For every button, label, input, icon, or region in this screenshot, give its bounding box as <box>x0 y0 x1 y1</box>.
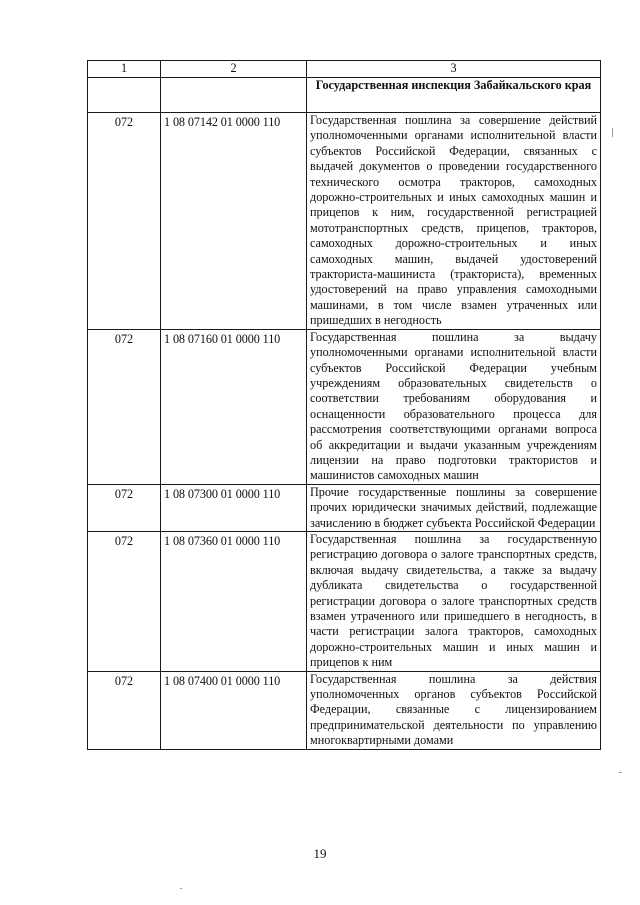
scan-speck <box>180 888 182 889</box>
table-row <box>88 113 601 330</box>
description-cell <box>307 531 601 671</box>
table-row <box>88 329 601 484</box>
admin-code-cell: 072 <box>88 671 161 749</box>
admin-code-cell: 072 <box>88 113 161 330</box>
agency-empty-cell-1 <box>88 78 161 113</box>
agency-empty-cell-2 <box>161 78 307 113</box>
table-row <box>88 531 601 671</box>
description-cell <box>307 113 601 330</box>
description-cell <box>307 484 601 531</box>
revenue-code-cell: 1 08 07300 01 0000 110 <box>161 484 307 531</box>
table-header-row <box>88 61 601 78</box>
revenue-code-cell: 1 08 07142 01 0000 110 <box>161 113 307 330</box>
description-cell <box>307 671 601 749</box>
fees-table <box>87 60 601 750</box>
header-col-3: 3 <box>307 61 601 78</box>
revenue-code-cell: 1 08 07160 01 0000 110 <box>161 329 307 484</box>
description-text: Государственная пошлина за действия уполномоченных органов субъектов Российской Федерации, связанные с лицензированием предпринимательской деятельности по управлению многоквартирными домами <box>310 671 597 748</box>
scan-speck <box>619 772 622 773</box>
description-text: Государственная пошлина за государственную регистрацию договора о залоге транспортных средств, включая выдачу свидетельства, а также за выдачу дубликата свидетельства о государственной регистрации договора о залоге транспортных средств взамен утраченного или пришедшего в негодность, в части регистрации залога тракторов, самоходных дорожно-строительных машин и иных машин и прицепов к ним <box>310 531 597 670</box>
header-col-1: 1 <box>88 61 161 78</box>
table-row <box>88 671 601 749</box>
scan-speck <box>612 128 613 137</box>
agency-row <box>88 78 601 113</box>
agency-title: Государственная инспекция Забайкальского края <box>307 78 601 113</box>
header-col-2: 2 <box>161 61 307 78</box>
revenue-code-cell: 1 08 07360 01 0000 110 <box>161 531 307 671</box>
description-text: Государственная пошлина за выдачу уполномоченными органами исполнительной власти субъектов Российской Федерации учебным учреждениям образовательных свидетельств о соответствии требованиям оборудования и оснащенности образовательного процесса для рассмотрения соответствующими органами вопроса об аккредитации и выдачи указанным учреждениям лицензии на право подготовки трактористов и машинистов самоходных машин <box>310 329 597 483</box>
description-cell <box>307 329 601 484</box>
table-row <box>88 484 601 531</box>
admin-code-cell: 072 <box>88 484 161 531</box>
description-text: Прочие государственные пошлины за совершение прочих юридически значимых действий, подлежащие зачислению в бюджет субъекта Российской Федерации <box>310 484 597 530</box>
admin-code-cell: 072 <box>88 329 161 484</box>
page-number: 19 <box>313 846 327 861</box>
admin-code-cell: 072 <box>88 531 161 671</box>
description-text: Государственная пошлина за совершение действий уполномоченными органами исполнительной власти субъектов Российской Федерации, связанных с выдачей документов о проведении государственного технического осмотра тракторов, самоходных дорожно-строительных и иных самоходных машин и прицепов к ним, государственной регистрацией мототранспортных средств, прицепов, тракторов, самоходных дорожно-строительных и иных самоходных машин, выдачей удостоверений тракториста-машиниста (тракториста), временных удостоверений на право управления самоходными машинами, в том числе взамен утраченных или пришедших в негодность <box>310 113 597 328</box>
revenue-code-cell: 1 08 07400 01 0000 110 <box>161 671 307 749</box>
